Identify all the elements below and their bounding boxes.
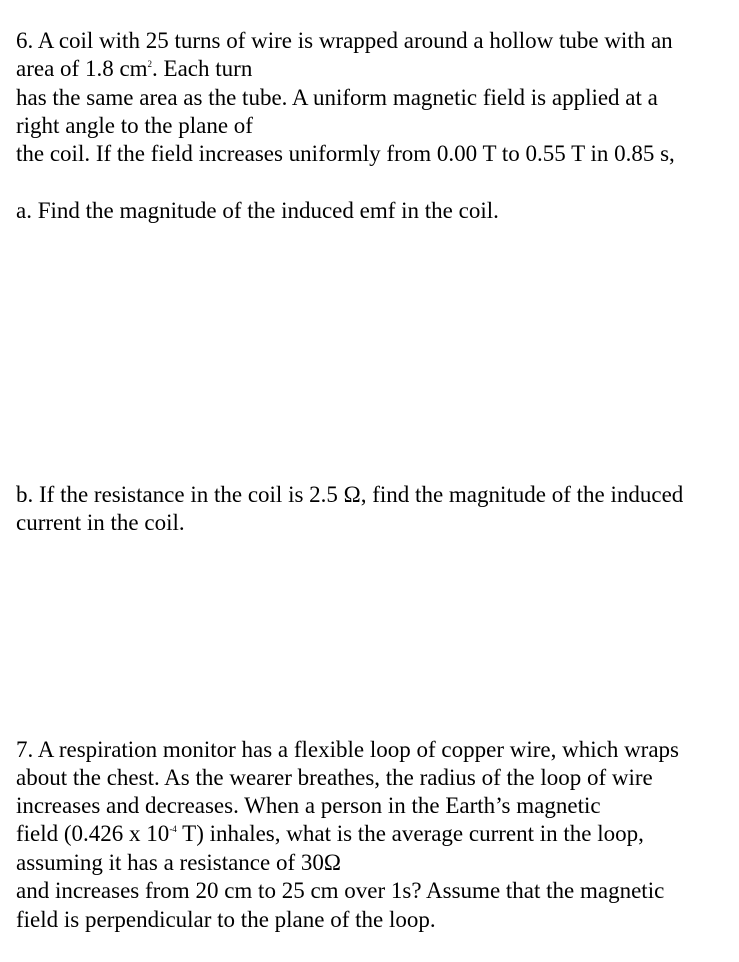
q7-text-line-4-end: T) inhales, what is the average current in the loop,	[176, 821, 644, 846]
q6-part-b-line-2: current in the coil.	[16, 510, 185, 535]
q6-part-b-line-1: b. If the resistance in the coil is 2.5 Ω, find the magnitude of the induced	[16, 482, 684, 507]
q6-text-line-5: the coil. If the field increases uniformly from 0.00 T to 0.55 T in 0.85 s,	[16, 141, 675, 166]
q7-text-line-6: and increases from 20 cm to 25 cm over 1s? Assume that the magnetic	[16, 878, 665, 903]
q7-text-line-7: field is perpendicular to the plane of the loop.	[16, 907, 436, 932]
q7-text-line-5: assuming it has a resistance of 30Ω	[16, 850, 341, 875]
q6-part-a: a. Find the magnitude of the induced emf in the coil.	[16, 198, 499, 223]
q7-text-line-4	[16, 820, 644, 848]
q7-text-line-3: increases and decreases. When a person in the Earth’s magnetic	[16, 793, 601, 818]
q7-text-line-2: about the chest. As the wearer breathes, the radius of the loop of wire	[16, 765, 653, 790]
q7-field-exponent: -4	[169, 824, 177, 834]
q6-text-line-2	[16, 55, 252, 83]
q6-area-exponent: 2	[147, 59, 153, 69]
q6-text-line-1: 6. A coil with 25 turns of wire is wrapped around a hollow tube with an	[16, 28, 673, 53]
q7-field-value: field (0.426 x 10	[16, 821, 170, 846]
q6-text-line-2-end: . Each turn	[152, 56, 253, 81]
q6-text-line-4: right angle to the plane of	[16, 113, 253, 138]
q7-text-line-1: 7. A respiration monitor has a flexible loop of copper wire, which wraps	[16, 737, 680, 762]
q6-area-value: area of 1.8 cm	[16, 56, 148, 81]
q6-text-line-3: has the same area as the tube. A uniform magnetic field is applied at a	[16, 85, 658, 110]
